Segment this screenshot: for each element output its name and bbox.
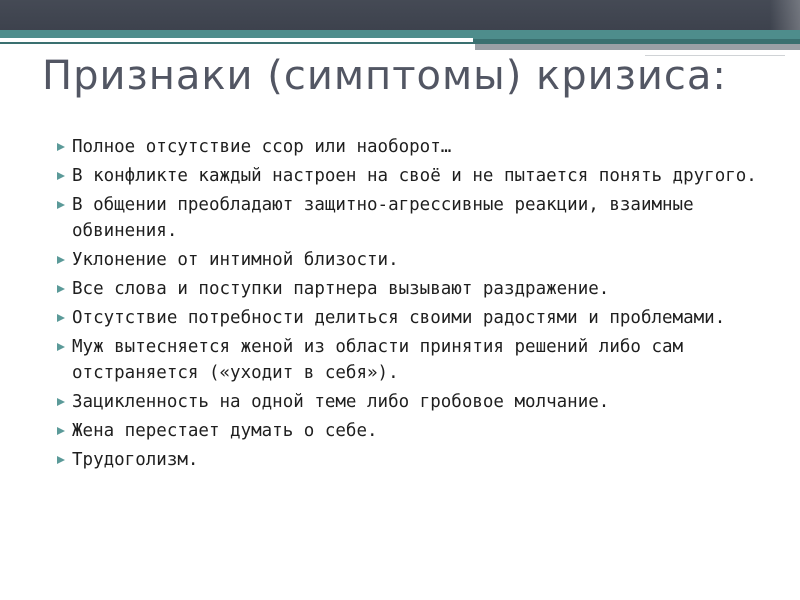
triangle-bullet-icon xyxy=(57,143,65,151)
slide-title: Признаки (симптомы) кризиса: xyxy=(42,53,727,99)
list-item xyxy=(50,418,770,444)
triangle-bullet-icon xyxy=(57,314,65,322)
triangle-bullet-icon xyxy=(57,427,65,435)
list-item xyxy=(50,276,770,302)
triangle-bullet-icon xyxy=(57,456,65,464)
list-item xyxy=(50,247,770,273)
triangle-bullet-icon xyxy=(57,285,65,293)
list-item xyxy=(50,192,770,244)
top-decorative-band xyxy=(0,0,800,30)
list-item xyxy=(50,389,770,415)
list-item-text: Уклонение от интимной близости. xyxy=(72,250,399,270)
list-item xyxy=(50,447,770,473)
triangle-bullet-icon xyxy=(57,398,65,406)
list-item-text: Зацикленность на одной теме либо гробовое молчание. xyxy=(72,392,610,412)
divider-line-left xyxy=(0,38,473,42)
list-item-text: Все слова и поступки партнера вызывают раздражение. xyxy=(72,279,610,299)
list-item xyxy=(50,134,770,160)
list-item-text: Трудоголизм. xyxy=(72,450,199,470)
list-item-text: Жена перестает думать о себе. xyxy=(72,421,378,441)
triangle-bullet-icon xyxy=(57,256,65,264)
list-item-text: В общении преобладают защитно-агрессивные реакции, взаимные обвинения. xyxy=(72,195,694,241)
list-item xyxy=(50,305,770,331)
list-item-text: В конфликте каждый настроен на своё и не пытается понять другого. xyxy=(72,166,757,186)
symptom-list xyxy=(50,134,770,476)
triangle-bullet-icon xyxy=(57,172,65,180)
triangle-bullet-icon xyxy=(57,201,65,209)
list-item-text: Полное отсутствие ссор или наоборот… xyxy=(72,137,452,157)
top-band-highlight xyxy=(770,0,800,30)
list-item-text: Отсутствие потребности делиться своими радостями и проблемами. xyxy=(72,308,726,328)
triangle-bullet-icon xyxy=(57,343,65,351)
list-item xyxy=(50,163,770,189)
list-item xyxy=(50,334,770,386)
list-item-text: Муж вытесняется женой из области принятия решений либо сам отстраняется («уходит в себя»). xyxy=(72,337,684,383)
